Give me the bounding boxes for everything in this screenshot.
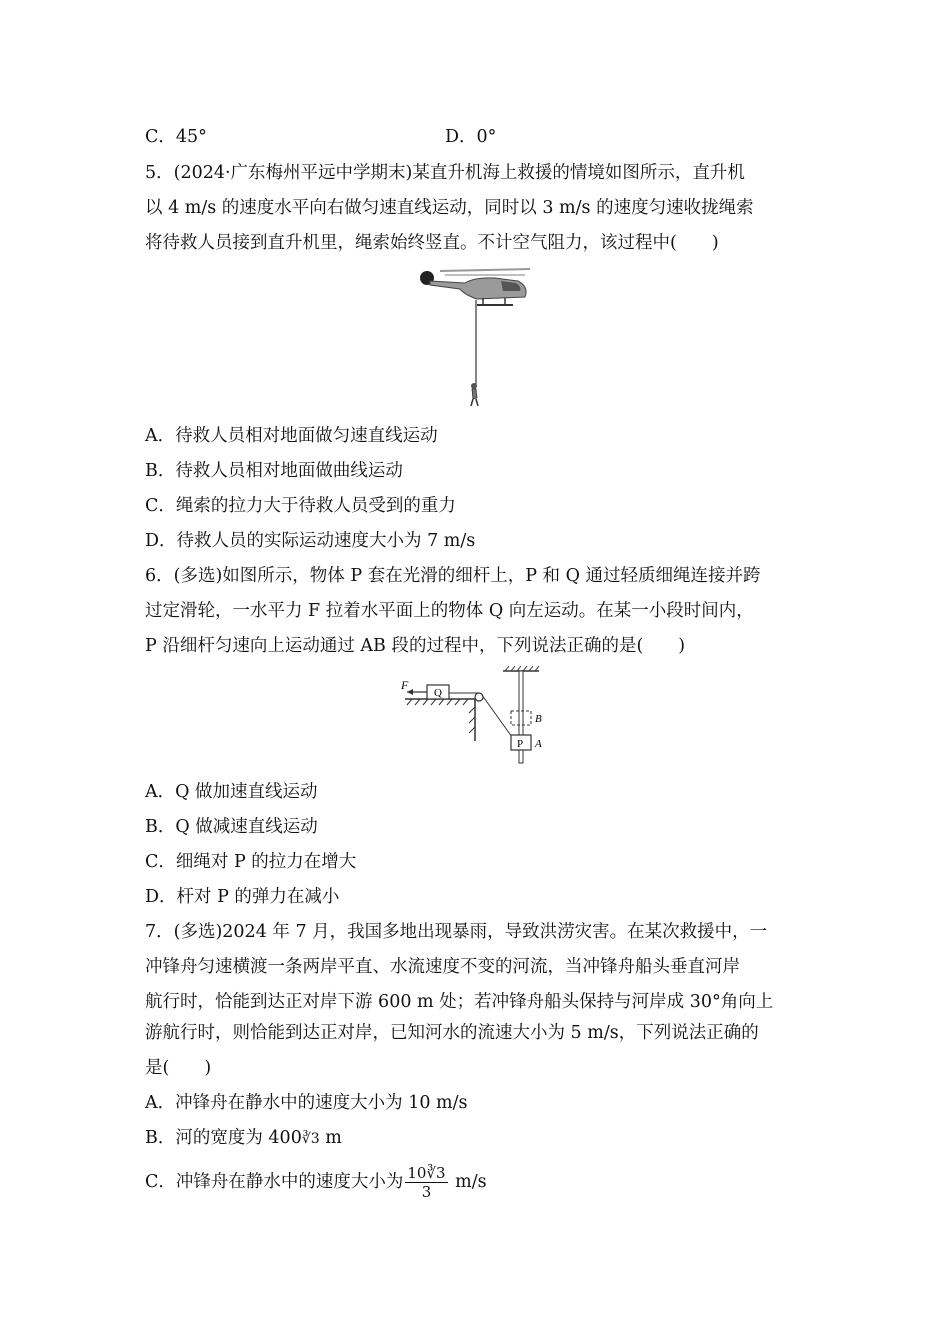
rope-slant (482, 695, 512, 737)
q4-option-row (145, 125, 497, 149)
q5-stem-line-2: 以 4 m/s 的速度水平向右做匀速直线运动，同时以 3 m/s 的速度匀速收拢绳索 (145, 198, 754, 218)
pulley-rod-figure (395, 665, 555, 770)
q7-option-a: A．冲锋舟在静水中的速度大小为 10 m/s (145, 1093, 468, 1113)
q7-stem-line-5: 是( ) (145, 1058, 212, 1078)
helicopter-rescue-figure (415, 265, 540, 413)
main-rotor-blade (440, 269, 530, 271)
pulley (475, 693, 483, 701)
q6-option-a: A．Q 做加速直线运动 (145, 782, 318, 802)
fraction: $\frac{10∛3}{3}$ (407, 1164, 446, 1201)
label-p: P (517, 738, 524, 750)
q7-stem-line-2: 冲锋舟匀速横渡一条两岸平直、水流速度不变的河流，当冲锋舟船头垂直河岸 (145, 957, 740, 977)
label-f: F (401, 678, 409, 692)
q6-stem-line-2: 过定滑轮，一水平力 F 拉着水平面上的物体 Q 向左运动。在某一小段时间内， (145, 601, 754, 621)
q7-option-c: C．冲锋舟在静水中的速度大小为 $\frac{10∛3}{3}$ m/s (145, 1164, 487, 1201)
q7-stem-line-4: 游航行时，则恰能到达正对岸，已知河水的流速大小为 5 m/s，下列说法正确的 (145, 1023, 759, 1043)
q7-option-b: B．河的宽度为 400∛3 m (145, 1128, 342, 1148)
q7-stem-line-3: 航行时，恰能到达正对岸下游 600 m 处；若冲锋舟船头保持与河岸成 30°角向上 (145, 992, 774, 1012)
q5-stem-line-1: 5．(2024·广东梅州平远中学期末)某直升机海上救援的情境如图所示，直升机 (145, 163, 745, 183)
q6-stem-line-1: 6．(多选)如图所示，物体 P 套在光滑的细杆上，P 和 Q 通过轻质细绳连接并跨 (145, 566, 761, 586)
q6-stem-line-3: P 沿细杆匀速向上运动通过 AB 段的过程中，下列说法正确的是( ) (145, 636, 686, 656)
q5-option-d: D．待救人员的实际运动速度大小为 7 m/s (145, 531, 476, 551)
q6-option-b: B．Q 做减速直线运动 (145, 817, 318, 837)
q5-option-a: A．待救人员相对地面做匀速直线运动 (145, 426, 438, 446)
q4-option-d: D．0° (445, 127, 497, 147)
q5-option-b: B．待救人员相对地面做曲线运动 (145, 461, 403, 481)
q4-option-c: C．45° (145, 127, 207, 147)
label-q: Q (434, 687, 442, 699)
label-a: A (535, 738, 542, 750)
person-head (471, 383, 477, 389)
q5-option-c: C．绳索的拉力大于待救人员受到的重力 (145, 496, 456, 516)
q5-stem-line-3: 将待救人员接到直升机里，绳索始终竖直。不计空气阻力，该过程中( ) (145, 233, 719, 253)
q7-stem-line-1: 7．(多选)2024 年 7 月，我国多地出现暴雨，导致洪涝灾害。在某次救援中，一 (145, 922, 768, 942)
q6-option-c: C．细绳对 P 的拉力在增大 (145, 852, 357, 872)
q6-option-d: D．杆对 P 的弹力在减小 (145, 887, 340, 907)
cube-root: ∛3 (301, 1131, 320, 1147)
label-b: B (535, 713, 542, 725)
person-legs (471, 399, 478, 406)
person-body (472, 389, 477, 399)
